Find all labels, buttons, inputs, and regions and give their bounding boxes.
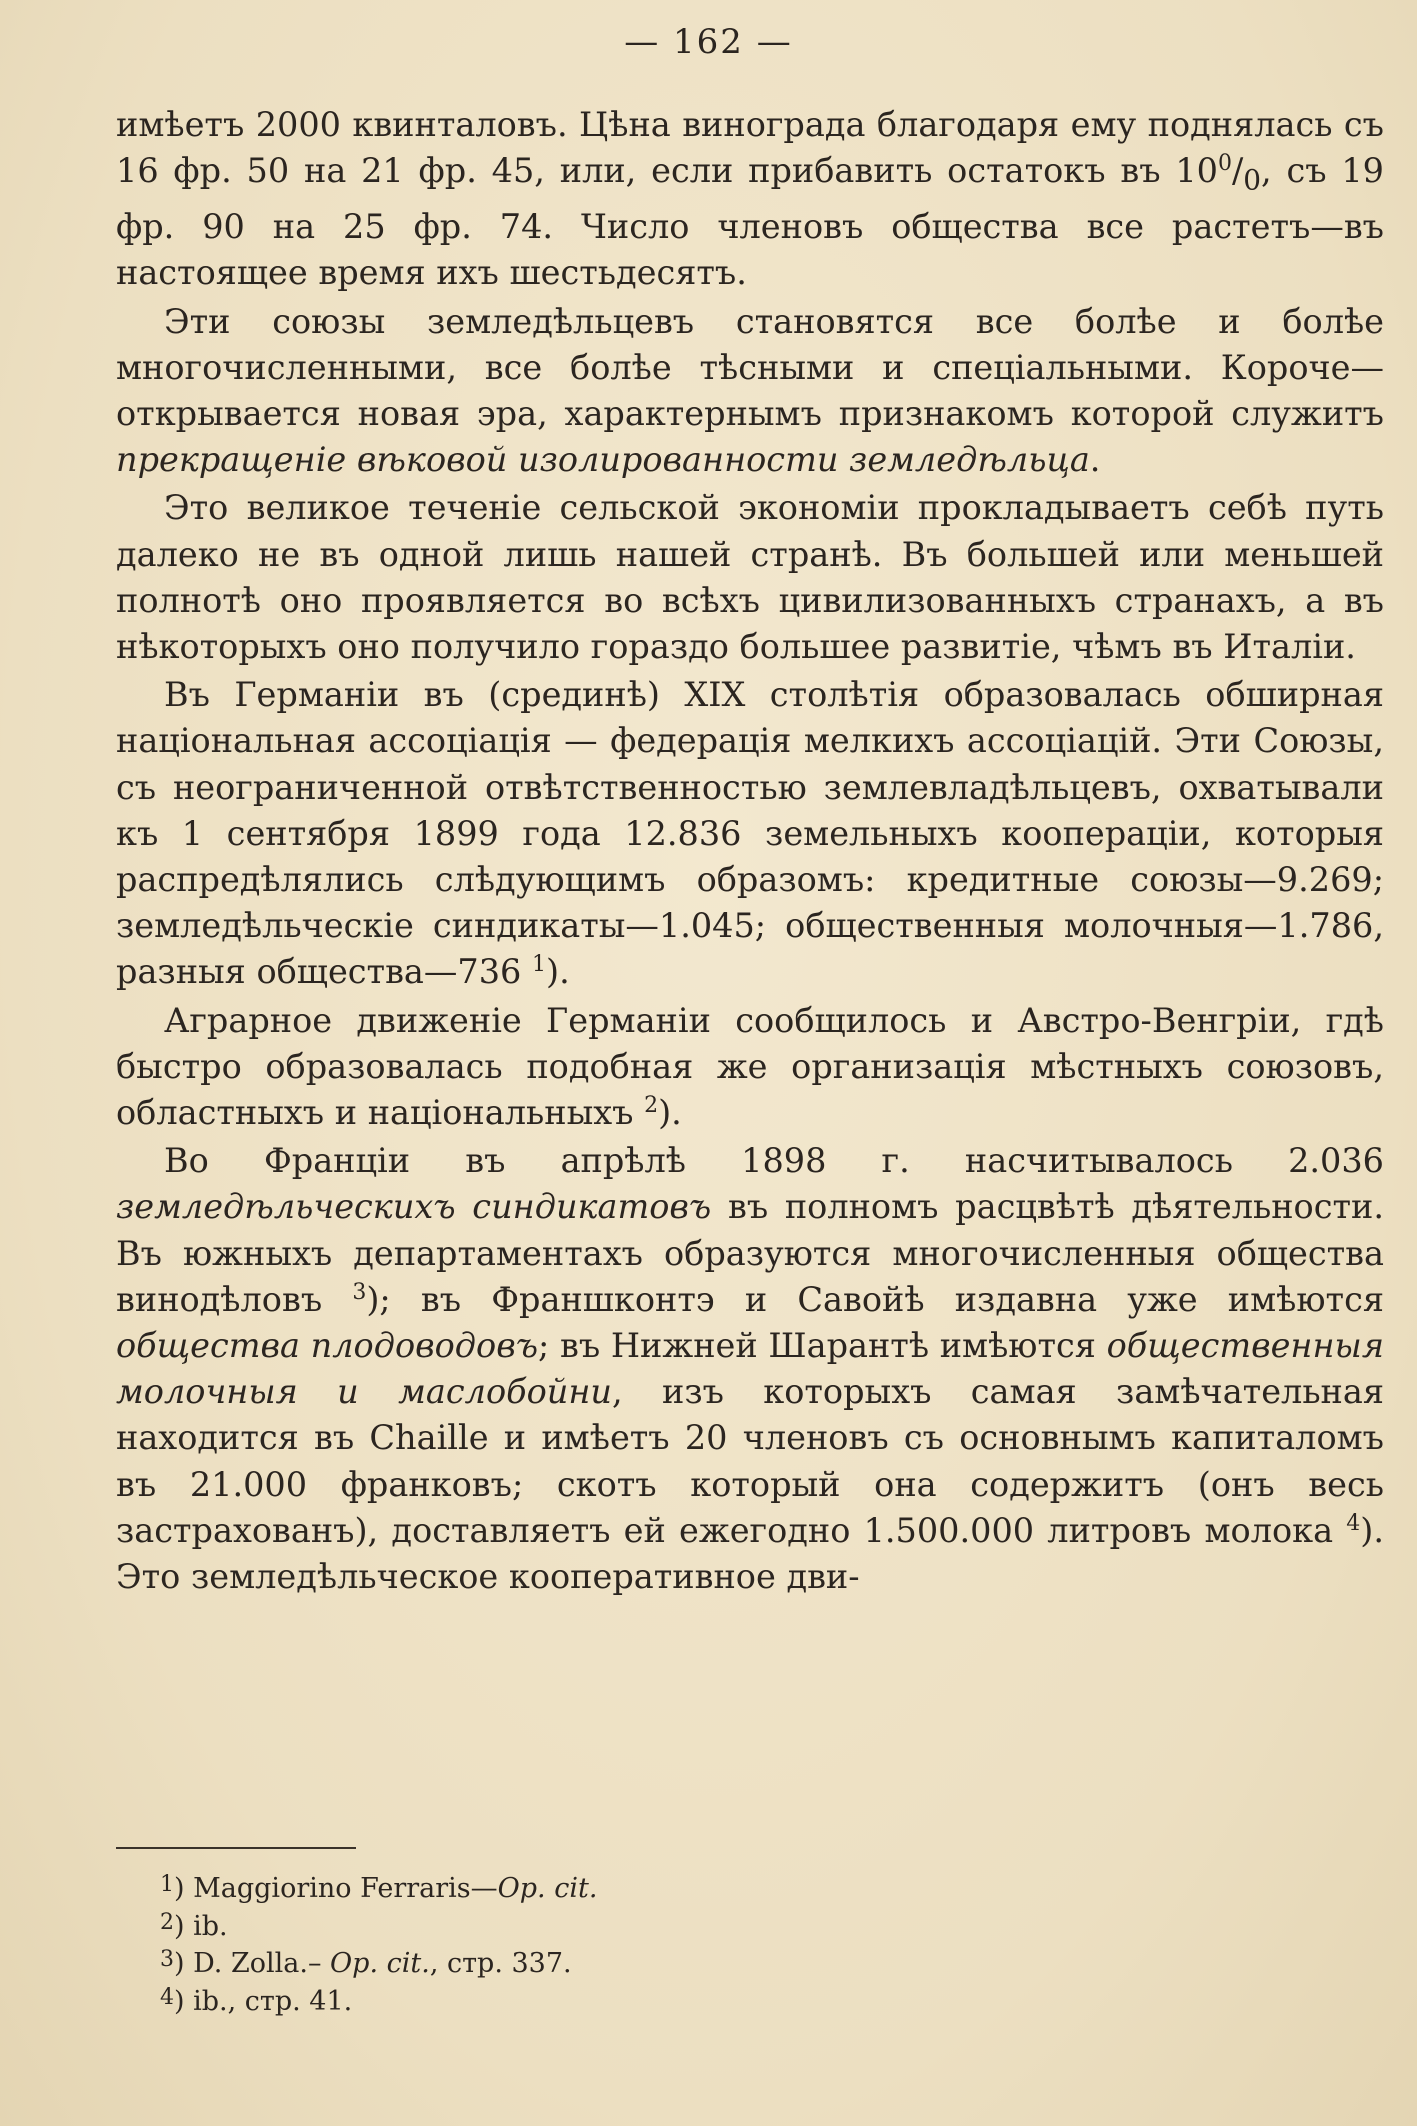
text-run: ); въ Франшконтэ и Савойѣ издавна уже имѣются — [366, 1279, 1384, 1319]
text-run: . — [1089, 440, 1101, 480]
subscript: 0 — [1243, 163, 1262, 197]
italic-phrase: общественныя молочныя и маслобойни — [116, 1325, 1385, 1412]
footnotes — [160, 1868, 1060, 2018]
text-run: Это великое теченіе сельской экономіи прокладываетъ себѣ путь далеко не въ одной лишь нашей странѣ. Въ большей или меньшей полнотѣ оно проявляется во всѣхъ цивилизованныхъ странахъ, а въ нѣкоторыхъ оно получило гораздо большее развитіе, чѣмъ въ Италіи. — [116, 488, 1384, 666]
text-run: ). Это земледѣльческое кооперативное дви- — [116, 1510, 1384, 1596]
superscript: 1 — [532, 952, 546, 978]
page-body-text — [116, 102, 1384, 1602]
superscript: 3 — [352, 1279, 367, 1305]
superscript: 4 — [1346, 1510, 1361, 1536]
text-run: Maggiorino Ferraris— — [193, 1873, 498, 1904]
footnote-mark: 1 — [160, 1872, 174, 1897]
italic-phrase: общества плодоводовъ — [116, 1325, 539, 1365]
text-run: ; въ Нижней Шарантѣ имѣются — [538, 1325, 1107, 1365]
footnote-paren: ) — [174, 1985, 194, 2017]
text-run: ). — [658, 1092, 682, 1132]
footnote-paren: ) — [174, 1873, 194, 1904]
text-run: ib. — [193, 1910, 228, 1942]
text-run: имѣетъ 2000 квинталовъ. Цѣна винограда благодаря ему поднялась съ 16 фр. 50 на 21 фр. 45, или, если прибавить остатокъ въ 10 — [116, 105, 1384, 191]
text-run: D. Zolla.– — [193, 1948, 331, 1979]
page-number: — 162 — — [624, 22, 793, 62]
footnote-paren: ) — [174, 1910, 194, 1942]
footnote-mark: 4 — [160, 1984, 174, 2010]
italic-phrase: Op. cit. — [497, 1873, 598, 1904]
paragraph — [116, 485, 1384, 670]
text-run: , изъ которыхъ самая замѣчательная находится въ Chaille и имѣетъ 20 членовъ съ основнымъ капиталомъ въ 21.000 франковъ; скотъ который она содержитъ (онъ весь застрахованъ), доставляетъ ей ежегодно 1.500.000 литровъ молока — [116, 1372, 1384, 1550]
italic-phrase: земледѣльческихъ синдикатовъ — [116, 1187, 712, 1227]
footnote — [160, 1943, 1060, 1981]
paragraph — [116, 672, 1384, 995]
paragraph — [116, 102, 1384, 297]
footnote-paren: ) — [174, 1948, 194, 1979]
footnote-divider — [116, 1847, 356, 1849]
footnote — [160, 1906, 1060, 1944]
italic-phrase: прекращеніе вѣковой изолированности земледѣльца — [116, 440, 1090, 480]
footnote — [160, 1868, 1060, 1906]
footnote — [160, 1981, 1060, 2019]
footnote-mark: 2 — [160, 1909, 174, 1935]
paragraph — [116, 1138, 1384, 1600]
text-run: , съ 19 фр. 90 на 25 фр. 74. Число членовъ общества все растетъ—въ настоящее время ихъ шестьдесятъ. — [116, 151, 1384, 293]
text-run: ib., стр. 41. — [193, 1985, 353, 2017]
paragraph — [116, 299, 1384, 484]
text-run: Во Франціи въ апрѣлѣ 1898 г. насчитывалось 2.036 — [164, 1141, 1384, 1181]
text-run: ). — [546, 952, 570, 992]
text-run: въ полномъ расцвѣтѣ дѣятельности. Въ южныхъ департаментахъ образуются многочисленныя общества винодѣловъ — [116, 1187, 1384, 1319]
italic-phrase: Op. cit. — [330, 1948, 430, 1979]
paragraph — [116, 998, 1384, 1137]
footnote-mark: 3 — [160, 1947, 174, 1972]
text-run: Въ Германіи въ (срединѣ) XIX столѣтія образовалась обширная національная ассоціація — федерація мелкихъ ассоціацій. Эти Союзы, съ неограниченной отвѣтственностью землевладѣльцевъ, охватывали къ 1 сентября 1899 года 12.836 земельныхъ коопераціи, которыя распредѣлялись слѣдующимъ образомъ: кредитные союзы—9.269; земледѣльческіе синдикаты—1.045; общественныя молочныя—1.786, разныя общества—736 — [116, 675, 1384, 992]
text-run: / — [1231, 151, 1244, 191]
text-run: , стр. 337. — [429, 1948, 572, 1979]
text-run: Аграрное движеніе Германіи сообщилось и Австро-Венгріи, гдѣ быстро образовалась подобная же организація мѣстныхъ союзовъ, областныхъ и національныхъ — [116, 1000, 1384, 1132]
superscript: 2 — [644, 1092, 659, 1118]
superscript: 0 — [1217, 151, 1232, 177]
text-run: Эти союзы земледѣльцевъ становятся все болѣе и болѣе многочисленными, все болѣе тѣсными и спеціальными. Короче—открывается новая эра, характернымъ признакомъ которой служитъ — [116, 301, 1384, 433]
